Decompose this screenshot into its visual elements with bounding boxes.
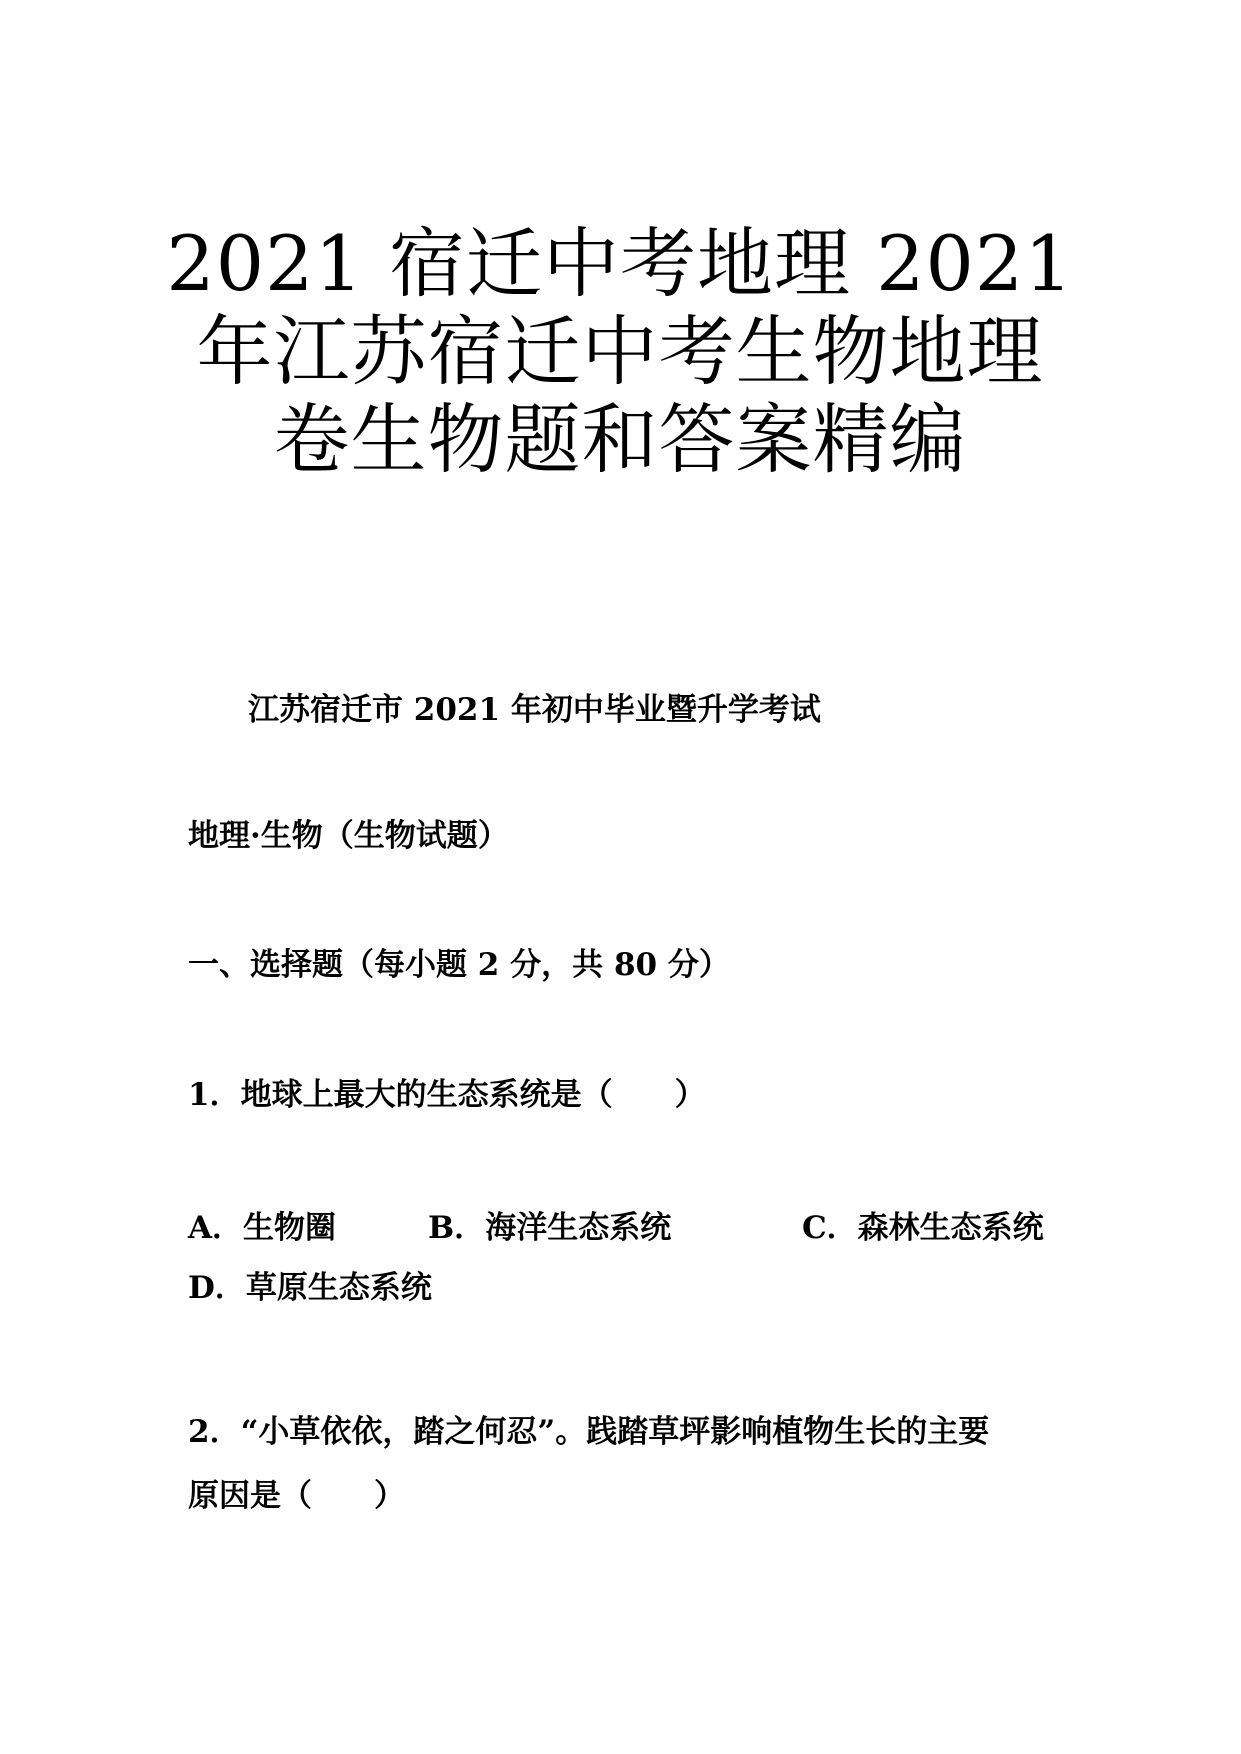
- question-1-option-c: C．森林生态系统: [802, 1210, 1044, 1246]
- exam-name: 江苏宿迁市 2021 年初中毕业暨升学考试: [248, 692, 821, 728]
- question-1-options: [188, 1208, 1068, 1248]
- document-title: [150, 220, 1090, 484]
- section-heading: 一、选择题（每小题 2 分，共 80 分）: [188, 947, 730, 983]
- title-line-2: 年江苏宿迁中考生物地理: [196, 307, 1044, 396]
- question-2-stem: [188, 1400, 1068, 1528]
- question-2-stem-line-1: 2．“小草依依，踏之何忍”。践踏草坪影响植物生长的主要: [188, 1414, 990, 1450]
- question-1-option-d: D．草原生态系统: [188, 1270, 432, 1306]
- subject-heading: 地理·生物（生物试题）: [188, 818, 509, 854]
- question-1-option-a: A．生物圈: [188, 1210, 337, 1246]
- question-2-stem-line-2: 原因是（ ）: [188, 1478, 405, 1514]
- question-1-stem: 1．地球上最大的生态系统是（ ）: [188, 1077, 706, 1113]
- title-line-3: 卷生物题和答案精编: [273, 395, 967, 484]
- title-line-1: 2021 宿迁中考地理 2021: [166, 219, 1074, 308]
- question-1-option-b: B．海洋生态系统: [428, 1210, 672, 1246]
